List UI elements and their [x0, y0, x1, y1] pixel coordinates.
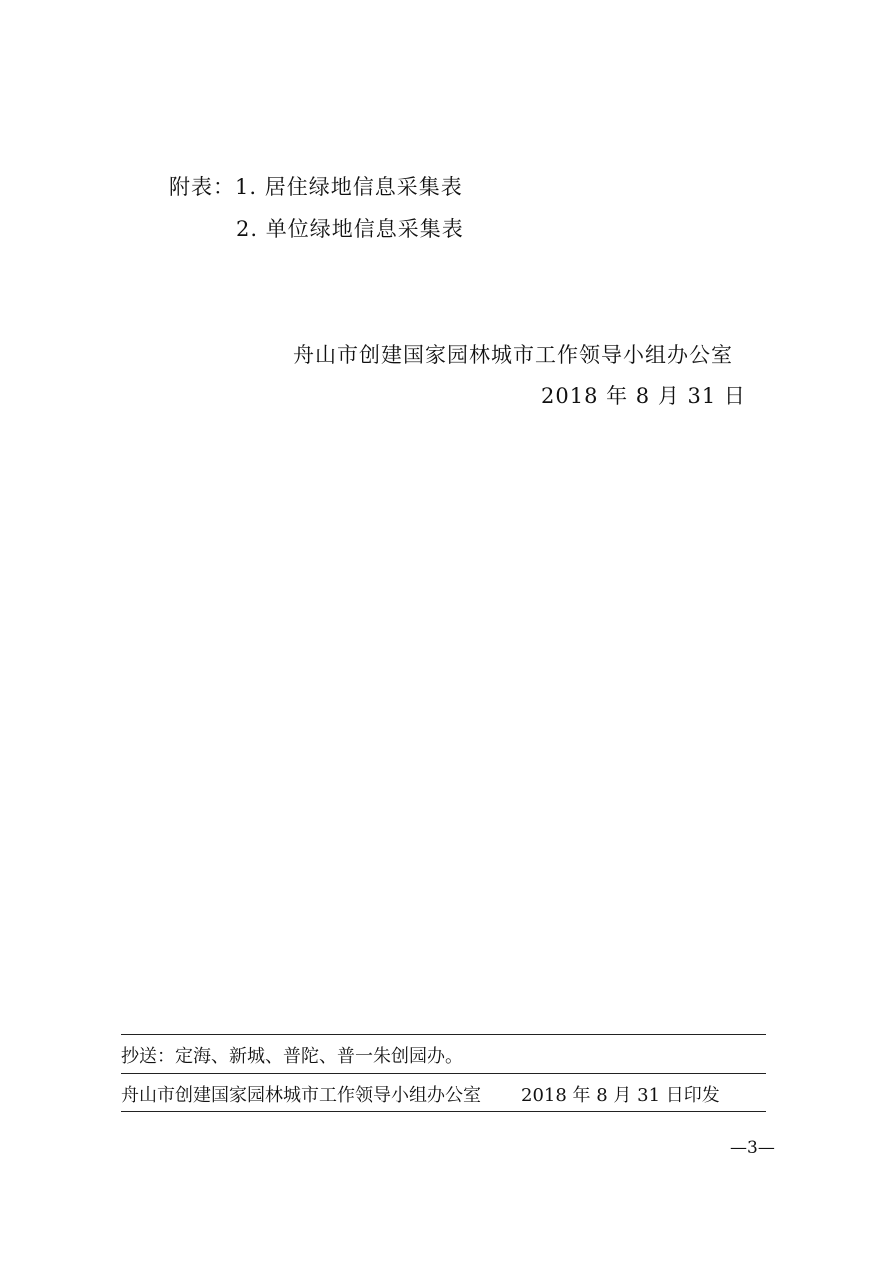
signature-date: 2018 年 8 月 31 日 — [541, 384, 746, 408]
signature-organization: 舟山市创建国家园林城市工作领导小组办公室 — [293, 343, 733, 367]
cc-line: 抄送：定海、新城、普陀、普一朱创园办。 — [121, 1046, 463, 1067]
issuer-date: 2018 年 8 月 31 日印发 — [521, 1085, 720, 1106]
issuer-line — [121, 1084, 720, 1108]
footer-middle-rule — [121, 1073, 766, 1074]
footer-top-rule — [121, 1034, 766, 1035]
footer-bottom-rule — [121, 1111, 766, 1112]
attachment-item-2: 2. 单位绿地信息采集表 — [236, 217, 464, 241]
issuer-organization: 舟山市创建国家园林城市工作领导小组办公室 — [121, 1085, 481, 1106]
page-number: —3— — [730, 1138, 775, 1158]
attachment-item-1: 1. 居住绿地信息采集表 — [235, 175, 463, 199]
attachment-line-1 — [169, 173, 463, 201]
attachment-prefix: 附表： — [169, 175, 235, 199]
